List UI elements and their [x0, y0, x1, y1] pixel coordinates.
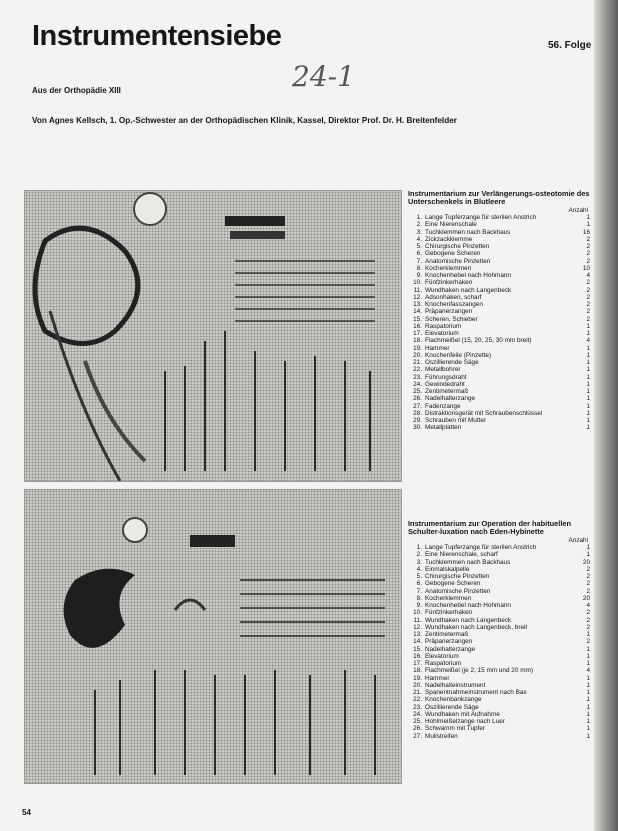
item-count: 1	[586, 703, 590, 711]
list-item	[408, 250, 590, 257]
item-count: 2	[586, 279, 590, 287]
list-item	[408, 566, 590, 573]
item-number: 11.	[413, 286, 422, 294]
item-label: Metallplatten	[425, 424, 462, 432]
item-number: 18.	[413, 337, 422, 345]
item-number: 2.	[416, 551, 422, 559]
item-count: 2	[586, 638, 590, 646]
item-count: 1	[586, 380, 590, 388]
item-number: 26.	[413, 725, 422, 733]
item-label: Elevatorium	[425, 652, 459, 660]
item-count: 1	[586, 366, 590, 374]
item-number: 18.	[413, 667, 422, 675]
list-item	[408, 559, 590, 566]
list-item	[408, 609, 590, 616]
series-number: 56. Folge	[548, 40, 592, 51]
item-label: Nadelhalterzange	[425, 645, 476, 653]
list-item	[408, 279, 590, 286]
item-count: 2	[586, 286, 590, 294]
item-label: Gebogene Scheren	[425, 580, 481, 588]
item-label: Tuchklemmen nach Backhaus	[425, 228, 511, 236]
item-number: 19.	[413, 674, 422, 682]
list-item	[408, 704, 590, 711]
item-label: Hohlmeißelzange nach Luer	[425, 718, 505, 726]
list-item	[408, 660, 590, 667]
list-1-title: Instrumentarium zur Verlängerungs-osteotomie des Unterschenkels in Blutleere	[408, 189, 590, 207]
item-label: Elevatorium	[425, 330, 459, 338]
list-item	[408, 580, 590, 587]
item-count: 1	[586, 395, 590, 403]
item-count: 1	[586, 214, 590, 222]
list-item	[408, 711, 590, 718]
item-number: 20.	[413, 351, 422, 359]
instrument-list-2	[408, 520, 590, 740]
item-number: 7.	[416, 587, 422, 595]
item-label: Kocherklemmen	[425, 594, 472, 602]
item-label: Präparierzangen	[425, 308, 473, 316]
list-item	[408, 725, 590, 732]
item-number: 14.	[413, 308, 422, 316]
item-number: 5.	[416, 243, 422, 251]
item-label: Wundhaken nach Langenbeck	[425, 616, 512, 624]
item-number: 5.	[416, 573, 422, 581]
item-label: Lange Tupferzange für sterilen Anstrich	[425, 544, 537, 552]
list-item	[408, 221, 590, 228]
list-item	[408, 308, 590, 315]
list-item	[408, 337, 590, 344]
list-item	[408, 544, 590, 551]
instrument-tray-illustration-2	[25, 490, 401, 783]
list-item	[408, 388, 590, 395]
item-number: 17.	[413, 330, 422, 338]
list-item	[408, 617, 590, 624]
list-item	[408, 258, 590, 265]
item-count: 1	[586, 660, 590, 668]
item-count: 2	[586, 308, 590, 316]
instrument-tray-photo-2	[24, 489, 402, 784]
item-label: Oszillierende Säge	[425, 359, 479, 367]
list-item	[408, 689, 590, 696]
item-number: 19.	[413, 344, 422, 352]
item-count: 1	[586, 388, 590, 396]
item-label: Gewindedraht	[425, 380, 465, 388]
item-number: 3.	[416, 558, 422, 566]
item-number: 24.	[413, 710, 422, 718]
item-number: 20.	[413, 681, 422, 689]
item-count: 2	[586, 235, 590, 243]
list-item	[408, 345, 590, 352]
list-item	[408, 624, 590, 631]
item-label: Wundhaken mit Aufnahme	[425, 710, 500, 718]
list-item	[408, 595, 590, 602]
item-label: Raspatorium	[425, 660, 462, 668]
item-count: 2	[586, 250, 590, 258]
list-item	[408, 675, 590, 682]
item-label: Zentimetermaß	[425, 388, 469, 396]
item-label: Präparierzangen	[425, 638, 473, 646]
item-label: Metallbohrer	[425, 366, 461, 374]
item-label: Lange Tupferzange für sterilen Anstrich	[425, 214, 537, 222]
list-item	[408, 682, 590, 689]
item-number: 16.	[413, 322, 422, 330]
list-item	[408, 301, 590, 308]
list-item	[408, 294, 590, 301]
list-item	[408, 359, 590, 366]
item-count: 20	[582, 558, 590, 566]
item-count: 1	[586, 330, 590, 338]
item-label: Knochenhebel nach Hohmann	[425, 602, 511, 610]
item-label: Eine Nierenschale, scharf	[425, 551, 498, 559]
instrument-list-1	[408, 190, 590, 432]
item-number: 12.	[413, 623, 422, 631]
item-number: 10.	[413, 609, 422, 617]
item-count: 1	[586, 322, 590, 330]
item-count: 1	[586, 551, 590, 559]
item-label: Anatomische Pinzetten	[425, 257, 491, 265]
item-count: 1	[586, 544, 590, 552]
item-number: 25.	[413, 388, 422, 396]
item-count: 2	[586, 587, 590, 595]
item-number: 21.	[413, 359, 422, 367]
item-count: 1	[586, 710, 590, 718]
item-label: Zickzackklemme	[425, 235, 473, 243]
item-count: 10	[582, 264, 590, 272]
item-label: Knochenfeile (Pinzette)	[425, 351, 492, 359]
item-label: Chirurgische Pinzetten	[425, 243, 490, 251]
list-item	[408, 272, 590, 279]
item-label: Zentimetermaß	[425, 631, 469, 639]
list-item	[408, 551, 590, 558]
item-number: 2.	[416, 221, 422, 229]
item-label: Hammer	[425, 674, 450, 682]
item-number: 4.	[416, 235, 422, 243]
item-count: 1	[586, 409, 590, 417]
list-item	[408, 424, 590, 431]
item-count: 1	[586, 652, 590, 660]
item-label: Schwamm mit Tupfer	[425, 725, 486, 733]
item-label: Wundhaken nach Langenbeck	[425, 286, 512, 294]
item-label: Knochenbankzange	[425, 696, 482, 704]
item-number: 30.	[413, 424, 422, 432]
list-item	[408, 403, 590, 410]
item-count: 2	[586, 243, 590, 251]
item-number: 24.	[413, 380, 422, 388]
list-item	[408, 410, 590, 417]
list-2-rows	[408, 544, 590, 740]
item-count: 2	[586, 315, 590, 323]
item-number: 7.	[416, 257, 422, 265]
item-number: 1.	[416, 214, 422, 222]
item-label: Wundhaken nach Langenbeck, breit	[425, 623, 528, 631]
item-label: Fadenzange	[425, 402, 461, 410]
item-label: Einmalskalpelle	[425, 565, 470, 573]
item-count: 1	[586, 718, 590, 726]
item-number: 15.	[413, 315, 422, 323]
item-label: Nadelhalterzange	[425, 395, 476, 403]
item-number: 1.	[416, 544, 422, 552]
item-number: 13.	[413, 631, 422, 639]
item-label: Gebogene Scheren	[425, 250, 481, 258]
list-item	[408, 638, 590, 645]
list-1-count-header: Anzahl	[568, 206, 588, 214]
handwritten-note: 24-1	[292, 60, 355, 93]
list-1-rows	[408, 214, 590, 432]
item-number: 16.	[413, 652, 422, 660]
item-label: Hammer	[425, 344, 450, 352]
list-item	[408, 229, 590, 236]
item-count: 2	[586, 301, 590, 309]
item-number: 26.	[413, 395, 422, 403]
item-count: 4	[586, 337, 590, 345]
item-number: 10.	[413, 279, 422, 287]
item-count: 20	[582, 594, 590, 602]
item-number: 22.	[413, 696, 422, 704]
item-number: 8.	[416, 594, 422, 602]
item-count: 1	[586, 351, 590, 359]
item-count: 1	[586, 221, 590, 229]
item-number: 9.	[416, 272, 422, 280]
item-number: 29.	[413, 417, 422, 425]
list-item	[408, 243, 590, 250]
item-label: Fünfzinkerhaken	[425, 609, 473, 617]
list-2-title: Instrumentarium zur Operation der habituellen Schulter-luxation nach Eden-Hybinette	[408, 519, 572, 537]
list-item	[408, 287, 590, 294]
item-label: Eine Nierenschale	[425, 221, 477, 229]
item-count: 1	[586, 344, 590, 352]
item-number: 15.	[413, 645, 422, 653]
item-count: 1	[586, 689, 590, 697]
list-2-count-header: Anzahl	[568, 536, 588, 544]
item-label: Scheren, Schieber	[425, 315, 478, 323]
item-label: Mullstreifen	[425, 732, 458, 740]
item-label: Anatomische Pinzetten	[425, 587, 491, 595]
list-item	[408, 323, 590, 330]
item-label: Raspatorium	[425, 322, 462, 330]
item-count: 2	[586, 565, 590, 573]
list-item	[408, 352, 590, 359]
item-label: Flachmeißel (15, 20, 25, 30 mm breit)	[425, 337, 532, 345]
item-number: 3.	[416, 228, 422, 236]
item-count: 2	[586, 293, 590, 301]
page-number: 54	[22, 808, 31, 817]
list-item	[408, 646, 590, 653]
item-number: 23.	[413, 373, 422, 381]
item-count: 16	[582, 228, 590, 236]
list-item	[408, 588, 590, 595]
item-count: 1	[586, 696, 590, 704]
item-label: Adsonhaken, scharf	[425, 293, 482, 301]
item-number: 22.	[413, 366, 422, 374]
item-count: 2	[586, 616, 590, 624]
list-item	[408, 395, 590, 402]
item-label: Kocherklemmen	[425, 264, 472, 272]
list-item	[408, 214, 590, 221]
item-count: 1	[586, 725, 590, 733]
item-count: 1	[586, 732, 590, 740]
section-subtitle: Aus der Orthopädie XIII	[32, 86, 121, 95]
adjacent-page-edge	[594, 0, 618, 831]
item-count: 1	[586, 424, 590, 432]
item-number: 27.	[413, 732, 422, 740]
item-number: 13.	[413, 301, 422, 309]
item-label: Tuchklemmen nach Backhaus	[425, 558, 511, 566]
item-count: 1	[586, 681, 590, 689]
list-item	[408, 631, 590, 638]
instrument-tray-illustration-1	[25, 191, 401, 481]
item-count: 4	[586, 272, 590, 280]
item-label: Chirurgische Pinzetten	[425, 573, 490, 581]
item-number: 6.	[416, 250, 422, 258]
list-item	[408, 381, 590, 388]
item-count: 1	[586, 417, 590, 425]
item-number: 11.	[413, 616, 422, 624]
item-number: 8.	[416, 264, 422, 272]
item-number: 12.	[413, 293, 422, 301]
list-item	[408, 718, 590, 725]
item-count: 2	[586, 580, 590, 588]
item-number: 14.	[413, 638, 422, 646]
item-number: 6.	[416, 580, 422, 588]
list-item	[408, 316, 590, 323]
item-label: Spanentnahmeinstrument nach Bax	[425, 689, 527, 697]
item-label: Distraktionsgerät mit Schraubenschlüssel	[425, 409, 543, 417]
item-count: 1	[586, 631, 590, 639]
item-number: 21.	[413, 689, 422, 697]
item-count: 4	[586, 602, 590, 610]
item-count: 2	[586, 623, 590, 631]
list-item	[408, 667, 590, 674]
list-item	[408, 374, 590, 381]
list-item	[408, 417, 590, 424]
item-number: 9.	[416, 602, 422, 610]
item-number: 4.	[416, 565, 422, 573]
list-item	[408, 265, 590, 272]
list-item	[408, 236, 590, 243]
item-label: Nadelhalteinstrument	[425, 681, 486, 689]
item-count: 4	[586, 667, 590, 675]
list-item	[408, 653, 590, 660]
list-item	[408, 573, 590, 580]
list-item	[408, 330, 590, 337]
list-item	[408, 733, 590, 740]
item-number: 28.	[413, 409, 422, 417]
item-count: 1	[586, 402, 590, 410]
item-count: 2	[586, 257, 590, 265]
author-byline: Von Agnes Kellsch, 1. Op.-Schwester an der Orthopädischen Klinik, Kassel, Direktor Prof. Dr. H. Breitenfelder	[32, 116, 457, 125]
item-label: Flachmeißel (je 2, 15 mm und 20 mm)	[425, 667, 533, 675]
item-number: 25.	[413, 718, 422, 726]
instrument-tray-photo-1	[24, 190, 402, 482]
item-count: 2	[586, 573, 590, 581]
item-label: Knochenfasszangen	[425, 301, 483, 309]
list-item	[408, 602, 590, 609]
item-number: 23.	[413, 703, 422, 711]
item-number: 27.	[413, 402, 422, 410]
list-item	[408, 696, 590, 703]
item-count: 2	[586, 609, 590, 617]
item-count: 1	[586, 359, 590, 367]
list-item	[408, 366, 590, 373]
item-label: Schrauben mit Mutter	[425, 417, 487, 425]
item-count: 1	[586, 373, 590, 381]
item-label: Knochenhebel nach Hohmann	[425, 272, 511, 280]
item-count: 1	[586, 674, 590, 682]
item-label: Führungsdraht	[425, 373, 467, 381]
item-label: Oszillierende Säge	[425, 703, 479, 711]
page-title: Instrumentensiebe	[32, 20, 282, 52]
item-count: 1	[586, 645, 590, 653]
item-number: 17.	[413, 660, 422, 668]
item-label: Fünfzinkerhaken	[425, 279, 473, 287]
